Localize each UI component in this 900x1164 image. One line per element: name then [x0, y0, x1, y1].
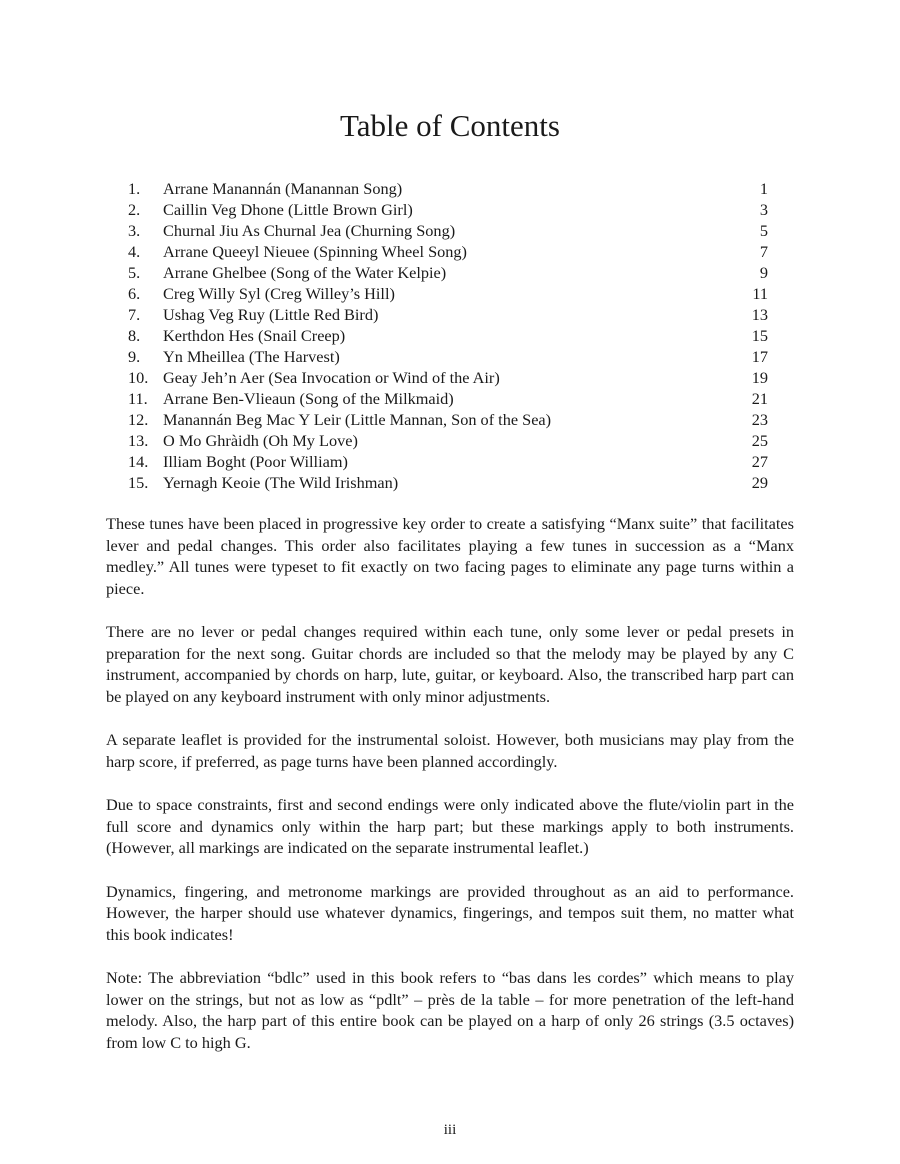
page-number: iii — [443, 1122, 457, 1138]
body-paragraph: These tunes have been placed in progressive key order to create a satisfying “Manx suite” that facilitates lever and pedal changes. This order also facilitates playing a few tunes in succession as a “Manx medley.” All tunes were typeset to fit exactly on two facing pages to eliminate any page turns within a piece. — [106, 514, 794, 598]
toc-entry — [128, 472, 768, 493]
toc-entry-number: 6. — [128, 284, 141, 303]
toc-entry-number: 2. — [128, 200, 141, 219]
body-text — [106, 513, 794, 1075]
toc-entry-page: 21 — [751, 389, 768, 408]
toc-entry — [128, 388, 768, 409]
toc-entry — [128, 262, 768, 283]
toc-entry-title: Creg Willy Syl (Creg Willey’s Hill) — [163, 284, 395, 303]
toc-entry-number: 7. — [128, 305, 141, 324]
toc-entry — [128, 367, 768, 388]
toc-entry-page: 17 — [751, 347, 768, 366]
toc-entry-page: 23 — [751, 410, 768, 429]
toc-entry — [128, 304, 768, 325]
toc-entry-page: 1 — [759, 179, 768, 198]
toc-entry-title: Churnal Jiu As Churnal Jea (Churning Song) — [163, 221, 456, 240]
toc-entry-number: 12. — [128, 410, 149, 429]
toc-entry — [128, 283, 768, 304]
toc-entry-number: 8. — [128, 326, 141, 345]
toc-entry — [128, 199, 768, 220]
toc-entry-number: 10. — [128, 368, 149, 387]
toc-entry — [128, 346, 768, 367]
toc-entry-number: 9. — [128, 347, 141, 366]
toc-entry-page: 9 — [759, 263, 768, 282]
table-of-contents — [128, 178, 768, 493]
toc-entry-title: Yernagh Keoie (The Wild Irishman) — [163, 473, 399, 492]
toc-entry-page: 27 — [751, 452, 768, 471]
body-paragraph: Note: The abbreviation “bdlc” used in this book refers to “bas dans les cordes” which means to play lower on the strings, but not as low as “pdlt” – près de la table – for more penetration of the left-hand melody. Also, the harp part of this entire book can be played on a harp of only 26 strings (3.5 octaves) from low C to high G. — [106, 968, 794, 1052]
toc-entry — [128, 409, 768, 430]
toc-entry — [128, 220, 768, 241]
toc-entry-page: 3 — [759, 200, 768, 219]
toc-entry-page: 15 — [751, 326, 768, 345]
toc-entry-number: 5. — [128, 263, 141, 282]
toc-entry-title: Caillin Veg Dhone (Little Brown Girl) — [163, 200, 413, 219]
toc-entry — [128, 241, 768, 262]
body-paragraph: There are no lever or pedal changes required within each tune, only some lever or pedal presets in preparation for the next song. Guitar chords are included so that the melody may be played by any C instrument, accompanied by chords on harp, lute, guitar, or keyboard. Also, the transcribed harp part can be played on any keyboard instrument with only minor adjustments. — [106, 622, 794, 706]
toc-entry-title: Arrane Ben-Vlieaun (Song of the Milkmaid) — [163, 389, 454, 408]
toc-entry-title: O Mo Ghràidh (Oh My Love) — [163, 431, 358, 450]
toc-entry-title: Arrane Ghelbee (Song of the Water Kelpie) — [163, 263, 447, 282]
toc-entry-number: 1. — [128, 179, 141, 198]
toc-entry-title: Kerthdon Hes (Snail Creep) — [163, 326, 346, 345]
toc-entry-page: 5 — [759, 221, 768, 240]
toc-entry-title: Yn Mheillea (The Harvest) — [163, 347, 340, 366]
toc-entry-number: 4. — [128, 242, 141, 261]
toc-entry-number: 3. — [128, 221, 141, 240]
toc-entry-page: 11 — [752, 284, 768, 303]
toc-entry-page: 7 — [759, 242, 768, 261]
body-paragraph: Due to space constraints, first and second endings were only indicated above the flute/violin part in the full score and dynamics only within the harp part; but these markings apply to both instruments. (However, all markings are indicated on the separate instrumental leaflet.) — [106, 795, 794, 857]
toc-entry-number: 14. — [128, 452, 149, 471]
toc-entry — [128, 451, 768, 472]
toc-entry-title: Illiam Boght (Poor William) — [163, 452, 348, 471]
toc-entry-number: 13. — [128, 431, 149, 450]
toc-entry-page: 13 — [751, 305, 768, 324]
toc-entry — [128, 178, 768, 199]
page-title: Table of Contents — [340, 108, 560, 143]
toc-entry-title: Arrane Manannán (Manannan Song) — [163, 179, 403, 198]
toc-entry-title: Arrane Queeyl Nieuee (Spinning Wheel Song) — [163, 242, 467, 261]
toc-entry-number: 11. — [128, 389, 148, 408]
toc-entry-title: Geay Jeh’n Aer (Sea Invocation or Wind of the Air) — [163, 368, 500, 387]
toc-entry-number: 15. — [128, 473, 149, 492]
toc-entry-page: 19 — [751, 368, 768, 387]
toc-entry-title: Manannán Beg Mac Y Leir (Little Mannan, Son of the Sea) — [163, 410, 552, 429]
toc-entry-page: 25 — [751, 431, 768, 450]
toc-entry — [128, 325, 768, 346]
toc-entry — [128, 430, 768, 451]
body-paragraph: A separate leaflet is provided for the instrumental soloist. However, both musicians may play from the harp score, if preferred, as page turns have been planned accordingly. — [106, 730, 794, 771]
body-paragraph: Dynamics, fingering, and metronome markings are provided throughout as an aid to performance. However, the harper should use whatever dynamics, fingerings, and tempos suit them, no matter what this book indicates! — [106, 881, 794, 944]
toc-entry-page: 29 — [751, 473, 768, 492]
toc-entry-title: Ushag Veg Ruy (Little Red Bird) — [163, 305, 379, 324]
